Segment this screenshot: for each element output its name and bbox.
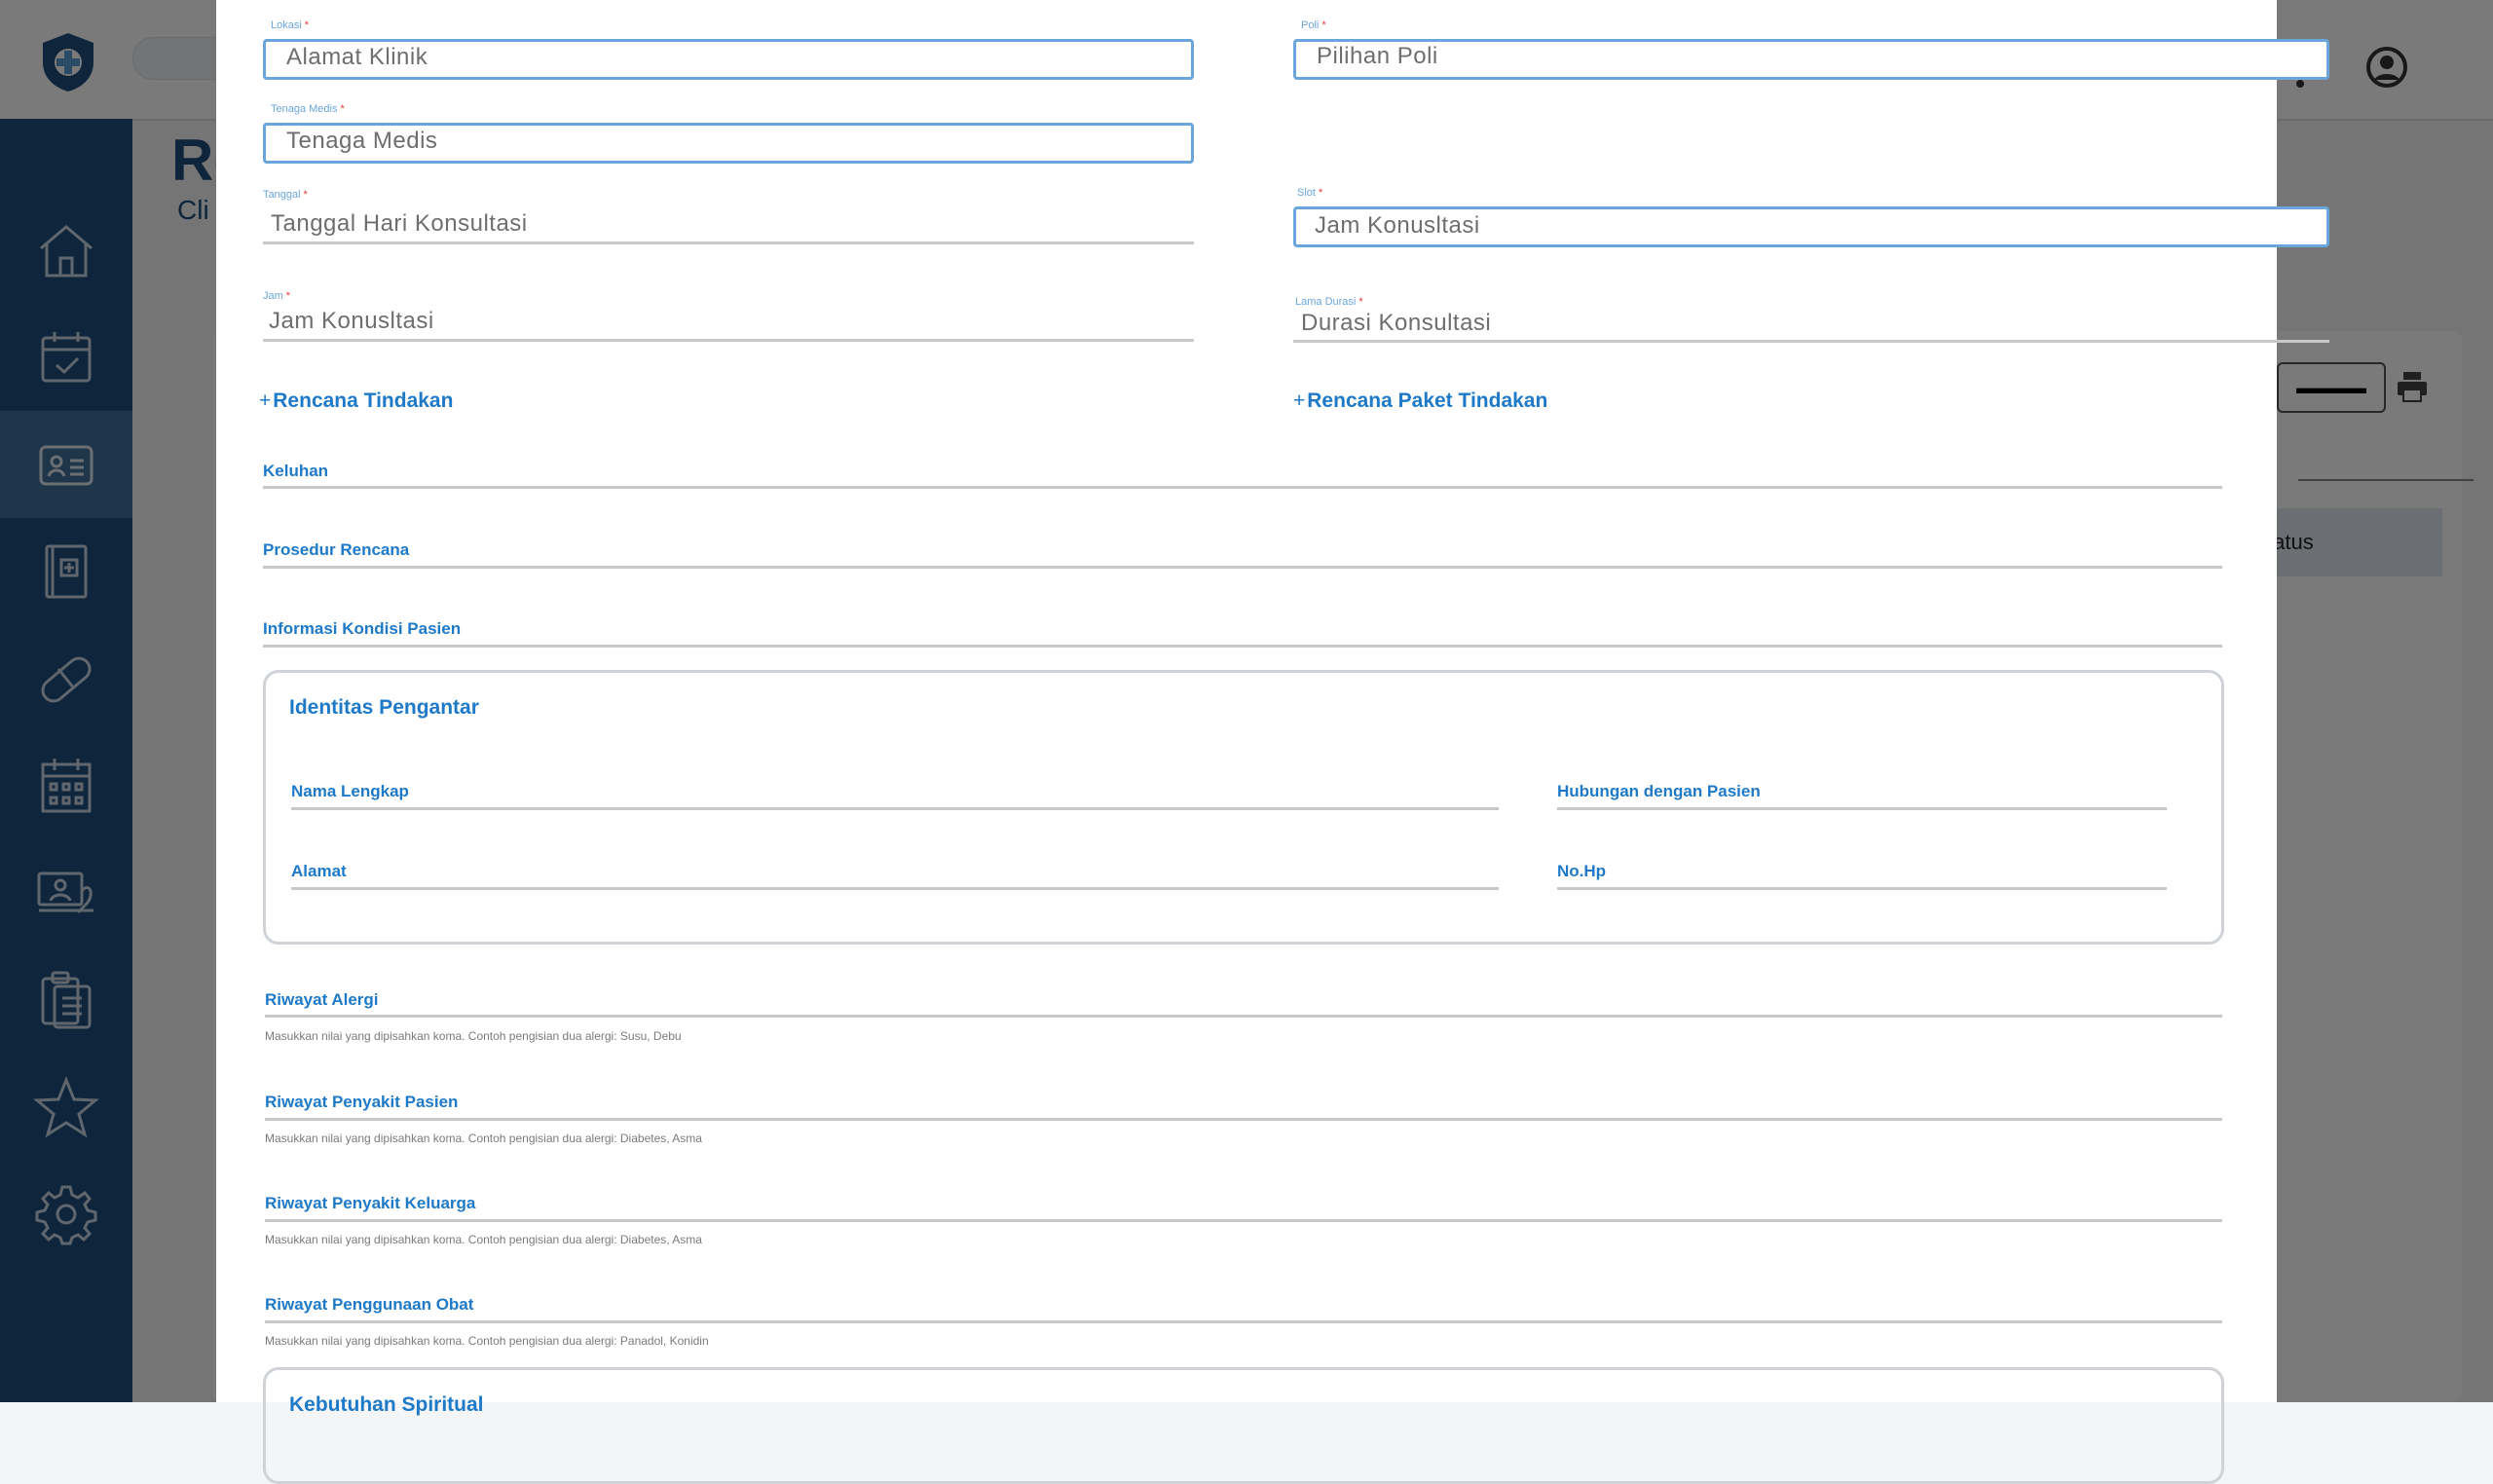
required-mark: * [285,290,291,302]
required-mark: * [303,189,308,201]
required-mark: * [304,19,310,31]
prosedur-rencana-input[interactable] [263,566,2222,569]
poli-field[interactable] [1293,19,2329,82]
nama-lengkap-input[interactable] [291,807,1499,810]
riwayat-obat-input[interactable] [265,1320,2222,1323]
no-hp-label: No.Hp [1557,862,1607,880]
alamat-input[interactable] [291,887,1499,890]
poli-placeholder: Pilihan Poli [1317,43,1438,69]
plus-icon: + [259,390,272,412]
slot-field[interactable] [1293,187,2329,249]
tenaga-medis-placeholder: Tenaga Medis [286,128,438,154]
riwayat-penyakit-pasien-input[interactable] [265,1118,2222,1121]
add-rencana-tindakan-link[interactable] [259,390,453,413]
appointment-form-modal [216,0,2277,1416]
nama-lengkap-label: Nama Lengkap [291,782,409,800]
poli-select[interactable] [1293,39,2329,80]
keluhan-input[interactable] [263,486,2222,489]
informasi-kondisi-input[interactable] [263,645,2222,648]
informasi-kondisi-label: Informasi Kondisi Pasien [263,619,462,638]
tenaga-medis-label: Tenaga Medis [271,103,338,115]
lama-durasi-label: Lama Durasi [1295,296,1357,308]
tanggal-underline [263,241,1194,244]
prosedur-rencana-label: Prosedur Rencana [263,540,410,559]
riwayat-obat-hint: Masukkan nilai yang dipisahkan koma. Contoh pengisian dua alergi: Panadol, Konidin [265,1334,709,1348]
riwayat-penyakit-keluarga-hint: Masukkan nilai yang dipisahkan koma. Contoh pengisian dua alergi: Diabetes, Asma [265,1233,702,1246]
lama-durasi-field[interactable] [1293,296,2329,347]
jam-placeholder: Jam Konusltasi [269,308,434,334]
riwayat-penyakit-keluarga-input[interactable] [265,1219,2222,1222]
alamat-label: Alamat [291,862,347,880]
identitas-pengantar-title: Identitas Pengantar [289,696,479,719]
add-rencana-tindakan-label: Rencana Tindakan [273,390,454,412]
lama-durasi-placeholder: Durasi Konsultasi [1301,310,1492,336]
required-mark: * [1318,187,1323,199]
no-hp-input[interactable] [1557,887,2167,890]
lokasi-label: Lokasi [271,19,302,31]
jam-field[interactable] [263,290,1194,345]
kebutuhan-spiritual-group [263,1367,2224,1484]
riwayat-alergi-input[interactable] [265,1015,2222,1018]
required-mark: * [1358,296,1363,308]
jam-underline [263,339,1194,342]
hubungan-input[interactable] [1557,807,2167,810]
tanggal-label: Tanggal [263,189,301,201]
hubungan-label: Hubungan dengan Pasien [1557,782,1761,800]
riwayat-penyakit-pasien-hint: Masukkan nilai yang dipisahkan koma. Contoh pengisian dua alergi: Diabetes, Asma [265,1132,702,1145]
tenaga-medis-field[interactable] [263,103,1194,166]
riwayat-obat-label: Riwayat Penggunaan Obat [265,1295,474,1314]
required-mark: * [340,103,345,115]
lokasi-field[interactable] [263,19,1194,82]
riwayat-penyakit-keluarga-label: Riwayat Penyakit Keluarga [265,1194,476,1212]
slot-placeholder: Jam Konusltasi [1315,212,1480,239]
lama-durasi-underline [1293,340,2329,343]
keluhan-label: Keluhan [263,462,329,480]
riwayat-alergi-hint: Masukkan nilai yang dipisahkan koma. Contoh pengisian dua alergi: Susu, Debu [265,1029,682,1043]
riwayat-penyakit-pasien-label: Riwayat Penyakit Pasien [265,1093,459,1111]
add-rencana-paket-link[interactable] [1293,390,1547,413]
riwayat-alergi-label: Riwayat Alergi [265,990,379,1009]
plus-icon: + [1293,390,1306,412]
tanggal-field[interactable] [263,189,1194,245]
poli-label: Poli [1301,19,1320,31]
lokasi-placeholder: Alamat Klinik [286,44,428,70]
tanggal-placeholder: Tanggal Hari Konsultasi [271,210,528,237]
slot-label: Slot [1297,187,1316,199]
add-rencana-paket-label: Rencana Paket Tindakan [1307,390,1548,412]
required-mark: * [1321,19,1326,31]
identitas-pengantar-group [263,670,2224,945]
jam-label: Jam [263,290,283,302]
kebutuhan-spiritual-title: Kebutuhan Spiritual [289,1393,484,1416]
